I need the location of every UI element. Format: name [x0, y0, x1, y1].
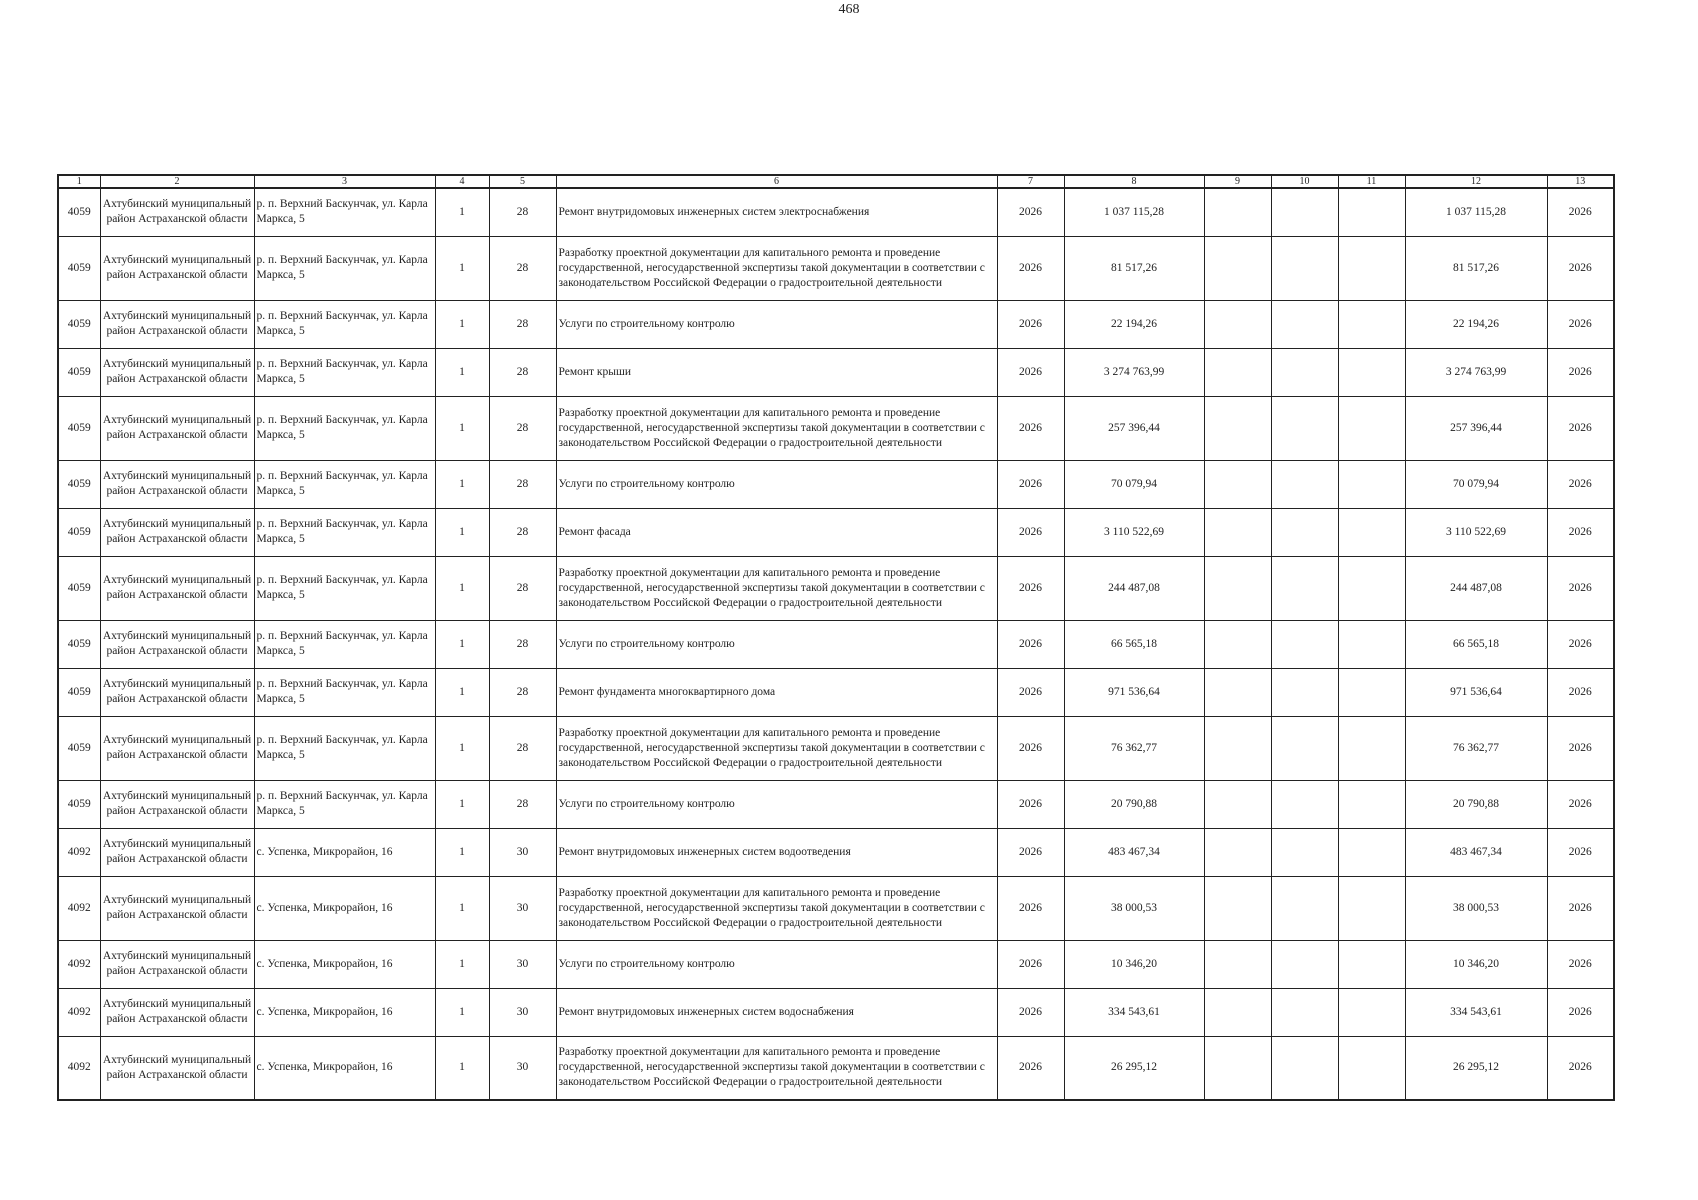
- cost-cell: 10 346,20: [1064, 940, 1204, 988]
- district-cell: Ахтубинский муниципальный район Астраханской области: [100, 780, 254, 828]
- year-cell: 2026: [997, 236, 1064, 300]
- col-11-cell: [1338, 668, 1405, 716]
- cost-cell: 3 110 522,69: [1064, 508, 1204, 556]
- col-11-cell: [1338, 396, 1405, 460]
- table-row: [58, 508, 1614, 556]
- col-11-cell: [1338, 620, 1405, 668]
- col-10-cell: [1271, 508, 1338, 556]
- col-9-cell: [1204, 300, 1271, 348]
- year-cell: 2026: [997, 668, 1064, 716]
- table-row: [58, 300, 1614, 348]
- col-10-cell: [1271, 828, 1338, 876]
- col-11-cell: [1338, 508, 1405, 556]
- completion-year-cell: 2026: [1547, 1036, 1614, 1100]
- cost-total-cell: 70 079,94: [1405, 460, 1547, 508]
- cost-cell: 1 037 115,28: [1064, 188, 1204, 236]
- cost-total-cell: 10 346,20: [1405, 940, 1547, 988]
- col-4-cell: 1: [435, 236, 489, 300]
- address-cell: с. Успенка, Микрорайон, 16: [254, 1036, 435, 1100]
- col-11-cell: [1338, 188, 1405, 236]
- column-number-7: 7: [997, 175, 1064, 188]
- cost-total-cell: 38 000,53: [1405, 876, 1547, 940]
- work-type-cell: Ремонт внутридомовых инженерных систем водоотведения: [556, 828, 997, 876]
- address-cell: с. Успенка, Микрорайон, 16: [254, 876, 435, 940]
- cost-total-cell: 334 543,61: [1405, 988, 1547, 1036]
- year-cell: 2026: [997, 188, 1064, 236]
- table-body: [58, 188, 1614, 1100]
- col-11-cell: [1338, 348, 1405, 396]
- work-type-cell: Услуги по строительному контролю: [556, 780, 997, 828]
- column-number-3: 3: [254, 175, 435, 188]
- record-id-cell: 4092: [58, 876, 100, 940]
- work-type-cell: Услуги по строительному контролю: [556, 620, 997, 668]
- col-10-cell: [1271, 188, 1338, 236]
- district-cell: Ахтубинский муниципальный район Астраханской области: [100, 348, 254, 396]
- col-5-cell: 28: [489, 508, 556, 556]
- col-9-cell: [1204, 348, 1271, 396]
- record-id-cell: 4059: [58, 236, 100, 300]
- cost-total-cell: 483 467,34: [1405, 828, 1547, 876]
- col-11-cell: [1338, 716, 1405, 780]
- col-11-cell: [1338, 988, 1405, 1036]
- col-11-cell: [1338, 828, 1405, 876]
- record-id-cell: 4059: [58, 300, 100, 348]
- cost-total-cell: 26 295,12: [1405, 1036, 1547, 1100]
- col-9-cell: [1204, 668, 1271, 716]
- work-type-cell: Разработку проектной документации для капитального ремонта и проведение государственной, негосударственной экспертизы такой документации в соответствии с законодательством Российской Федерации о градостроительной деятельности: [556, 396, 997, 460]
- work-type-cell: Разработку проектной документации для капитального ремонта и проведение государственной, негосударственной экспертизы такой документации в соответствии с законодательством Российской Федерации о градостроительной деятельности: [556, 556, 997, 620]
- col-9-cell: [1204, 716, 1271, 780]
- table-row: [58, 460, 1614, 508]
- district-cell: Ахтубинский муниципальный район Астраханской области: [100, 828, 254, 876]
- col-10-cell: [1271, 940, 1338, 988]
- year-cell: 2026: [997, 1036, 1064, 1100]
- address-cell: р. п. Верхний Баскунчак, ул. Карла Маркса, 5: [254, 668, 435, 716]
- col-4-cell: 1: [435, 620, 489, 668]
- col-4-cell: 1: [435, 460, 489, 508]
- district-cell: Ахтубинский муниципальный район Астраханской области: [100, 236, 254, 300]
- column-number-1: 1: [58, 175, 100, 188]
- year-cell: 2026: [997, 460, 1064, 508]
- col-5-cell: 28: [489, 396, 556, 460]
- col-11-cell: [1338, 940, 1405, 988]
- table-row: [58, 396, 1614, 460]
- cost-cell: 70 079,94: [1064, 460, 1204, 508]
- work-type-cell: Разработку проектной документации для капитального ремонта и проведение государственной, негосударственной экспертизы такой документации в соответствии с законодательством Российской Федерации о градостроительной деятельности: [556, 876, 997, 940]
- col-11-cell: [1338, 236, 1405, 300]
- record-id-cell: 4059: [58, 556, 100, 620]
- cost-cell: 81 517,26: [1064, 236, 1204, 300]
- work-type-cell: Ремонт крыши: [556, 348, 997, 396]
- address-cell: р. п. Верхний Баскунчак, ул. Карла Маркса, 5: [254, 348, 435, 396]
- table-row: [58, 940, 1614, 988]
- cost-cell: 244 487,08: [1064, 556, 1204, 620]
- completion-year-cell: 2026: [1547, 780, 1614, 828]
- address-cell: с. Успенка, Микрорайон, 16: [254, 828, 435, 876]
- work-type-cell: Ремонт фасада: [556, 508, 997, 556]
- record-id-cell: 4059: [58, 460, 100, 508]
- col-4-cell: 1: [435, 828, 489, 876]
- col-10-cell: [1271, 780, 1338, 828]
- col-10-cell: [1271, 988, 1338, 1036]
- record-id-cell: 4059: [58, 508, 100, 556]
- col-10-cell: [1271, 300, 1338, 348]
- district-cell: Ахтубинский муниципальный район Астраханской области: [100, 1036, 254, 1100]
- work-type-cell: Услуги по строительному контролю: [556, 460, 997, 508]
- col-9-cell: [1204, 556, 1271, 620]
- table-row: [58, 556, 1614, 620]
- table-row: [58, 348, 1614, 396]
- address-cell: р. п. Верхний Баскунчак, ул. Карла Маркса, 5: [254, 620, 435, 668]
- cost-cell: 38 000,53: [1064, 876, 1204, 940]
- col-11-cell: [1338, 460, 1405, 508]
- col-9-cell: [1204, 876, 1271, 940]
- col-9-cell: [1204, 780, 1271, 828]
- district-cell: Ахтубинский муниципальный район Астраханской области: [100, 876, 254, 940]
- table-row: [58, 828, 1614, 876]
- cost-total-cell: 971 536,64: [1405, 668, 1547, 716]
- work-type-cell: Ремонт внутридомовых инженерных систем электроснабжения: [556, 188, 997, 236]
- address-cell: р. п. Верхний Баскунчак, ул. Карла Маркса, 5: [254, 508, 435, 556]
- col-9-cell: [1204, 940, 1271, 988]
- address-cell: р. п. Верхний Баскунчак, ул. Карла Маркса, 5: [254, 188, 435, 236]
- record-id-cell: 4092: [58, 828, 100, 876]
- column-number-13: 13: [1547, 175, 1614, 188]
- col-4-cell: 1: [435, 1036, 489, 1100]
- address-cell: р. п. Верхний Баскунчак, ул. Карла Маркса, 5: [254, 236, 435, 300]
- record-id-cell: 4092: [58, 988, 100, 1036]
- cost-cell: 22 194,26: [1064, 300, 1204, 348]
- year-cell: 2026: [997, 396, 1064, 460]
- record-id-cell: 4059: [58, 188, 100, 236]
- col-9-cell: [1204, 828, 1271, 876]
- col-10-cell: [1271, 348, 1338, 396]
- completion-year-cell: 2026: [1547, 300, 1614, 348]
- work-type-cell: Ремонт внутридомовых инженерных систем водоснабжения: [556, 988, 997, 1036]
- table-row: [58, 1036, 1614, 1100]
- col-4-cell: 1: [435, 988, 489, 1036]
- col-9-cell: [1204, 988, 1271, 1036]
- year-cell: 2026: [997, 940, 1064, 988]
- year-cell: 2026: [997, 508, 1064, 556]
- col-5-cell: 30: [489, 988, 556, 1036]
- col-10-cell: [1271, 236, 1338, 300]
- column-number-8: 8: [1064, 175, 1204, 188]
- cost-cell: 20 790,88: [1064, 780, 1204, 828]
- table-header: [58, 175, 1614, 188]
- col-10-cell: [1271, 620, 1338, 668]
- col-5-cell: 28: [489, 556, 556, 620]
- cost-cell: 971 536,64: [1064, 668, 1204, 716]
- address-cell: с. Успенка, Микрорайон, 16: [254, 988, 435, 1036]
- col-11-cell: [1338, 556, 1405, 620]
- capital-repair-table: [57, 174, 1615, 1101]
- cost-total-cell: 257 396,44: [1405, 396, 1547, 460]
- record-id-cell: 4059: [58, 716, 100, 780]
- table-row: [58, 620, 1614, 668]
- cost-total-cell: 22 194,26: [1405, 300, 1547, 348]
- column-number-11: 11: [1338, 175, 1405, 188]
- district-cell: Ахтубинский муниципальный район Астраханской области: [100, 556, 254, 620]
- year-cell: 2026: [997, 988, 1064, 1036]
- work-type-cell: Разработку проектной документации для капитального ремонта и проведение государственной, негосударственной экспертизы такой документации в соответствии с законодательством Российской Федерации о градостроительной деятельности: [556, 236, 997, 300]
- cost-cell: 334 543,61: [1064, 988, 1204, 1036]
- district-cell: Ахтубинский муниципальный район Астраханской области: [100, 396, 254, 460]
- address-cell: с. Успенка, Микрорайон, 16: [254, 940, 435, 988]
- column-number-row: [58, 175, 1614, 188]
- col-5-cell: 30: [489, 1036, 556, 1100]
- col-5-cell: 28: [489, 348, 556, 396]
- cost-total-cell: 81 517,26: [1405, 236, 1547, 300]
- cost-total-cell: 76 362,77: [1405, 716, 1547, 780]
- col-5-cell: 30: [489, 876, 556, 940]
- cost-total-cell: 1 037 115,28: [1405, 188, 1547, 236]
- address-cell: р. п. Верхний Баскунчак, ул. Карла Маркса, 5: [254, 556, 435, 620]
- col-9-cell: [1204, 460, 1271, 508]
- col-5-cell: 28: [489, 668, 556, 716]
- work-type-cell: Услуги по строительному контролю: [556, 300, 997, 348]
- col-4-cell: 1: [435, 668, 489, 716]
- col-10-cell: [1271, 396, 1338, 460]
- completion-year-cell: 2026: [1547, 460, 1614, 508]
- table-row: [58, 876, 1614, 940]
- col-10-cell: [1271, 668, 1338, 716]
- district-cell: Ахтубинский муниципальный район Астраханской области: [100, 508, 254, 556]
- address-cell: р. п. Верхний Баскунчак, ул. Карла Маркса, 5: [254, 396, 435, 460]
- col-10-cell: [1271, 876, 1338, 940]
- completion-year-cell: 2026: [1547, 236, 1614, 300]
- district-cell: Ахтубинский муниципальный район Астраханской области: [100, 668, 254, 716]
- column-number-12: 12: [1405, 175, 1547, 188]
- completion-year-cell: 2026: [1547, 396, 1614, 460]
- cost-cell: 76 362,77: [1064, 716, 1204, 780]
- col-5-cell: 28: [489, 236, 556, 300]
- completion-year-cell: 2026: [1547, 188, 1614, 236]
- col-5-cell: 28: [489, 460, 556, 508]
- col-5-cell: 28: [489, 188, 556, 236]
- year-cell: 2026: [997, 828, 1064, 876]
- year-cell: 2026: [997, 876, 1064, 940]
- col-9-cell: [1204, 396, 1271, 460]
- work-type-cell: Разработку проектной документации для капитального ремонта и проведение государственной, негосударственной экспертизы такой документации в соответствии с законодательством Российской Федерации о градостроительной деятельности: [556, 716, 997, 780]
- col-9-cell: [1204, 508, 1271, 556]
- col-11-cell: [1338, 876, 1405, 940]
- col-4-cell: 1: [435, 780, 489, 828]
- cost-total-cell: 20 790,88: [1405, 780, 1547, 828]
- col-11-cell: [1338, 1036, 1405, 1100]
- column-number-2: 2: [100, 175, 254, 188]
- col-5-cell: 30: [489, 828, 556, 876]
- col-10-cell: [1271, 1036, 1338, 1100]
- year-cell: 2026: [997, 348, 1064, 396]
- address-cell: р. п. Верхний Баскунчак, ул. Карла Маркса, 5: [254, 780, 435, 828]
- table-row: [58, 188, 1614, 236]
- col-5-cell: 30: [489, 940, 556, 988]
- column-number-9: 9: [1204, 175, 1271, 188]
- col-9-cell: [1204, 620, 1271, 668]
- col-9-cell: [1204, 236, 1271, 300]
- record-id-cell: 4059: [58, 620, 100, 668]
- col-4-cell: 1: [435, 348, 489, 396]
- completion-year-cell: 2026: [1547, 556, 1614, 620]
- record-id-cell: 4059: [58, 780, 100, 828]
- table-row: [58, 236, 1614, 300]
- cost-cell: 3 274 763,99: [1064, 348, 1204, 396]
- col-4-cell: 1: [435, 300, 489, 348]
- cost-cell: 26 295,12: [1064, 1036, 1204, 1100]
- table-row: [58, 668, 1614, 716]
- col-9-cell: [1204, 188, 1271, 236]
- district-cell: Ахтубинский муниципальный район Астраханской области: [100, 716, 254, 780]
- cost-cell: 257 396,44: [1064, 396, 1204, 460]
- completion-year-cell: 2026: [1547, 508, 1614, 556]
- completion-year-cell: 2026: [1547, 988, 1614, 1036]
- col-5-cell: 28: [489, 716, 556, 780]
- address-cell: р. п. Верхний Баскунчак, ул. Карла Маркса, 5: [254, 460, 435, 508]
- district-cell: Ахтубинский муниципальный район Астраханской области: [100, 188, 254, 236]
- col-4-cell: 1: [435, 188, 489, 236]
- record-id-cell: 4092: [58, 1036, 100, 1100]
- col-11-cell: [1338, 780, 1405, 828]
- year-cell: 2026: [997, 300, 1064, 348]
- col-4-cell: 1: [435, 716, 489, 780]
- completion-year-cell: 2026: [1547, 828, 1614, 876]
- table-row: [58, 716, 1614, 780]
- col-4-cell: 1: [435, 876, 489, 940]
- district-cell: Ахтубинский муниципальный район Астраханской области: [100, 620, 254, 668]
- col-10-cell: [1271, 460, 1338, 508]
- district-cell: Ахтубинский муниципальный район Астраханской области: [100, 300, 254, 348]
- completion-year-cell: 2026: [1547, 348, 1614, 396]
- district-cell: Ахтубинский муниципальный район Астраханской области: [100, 460, 254, 508]
- cost-cell: 483 467,34: [1064, 828, 1204, 876]
- record-id-cell: 4092: [58, 940, 100, 988]
- completion-year-cell: 2026: [1547, 940, 1614, 988]
- col-4-cell: 1: [435, 940, 489, 988]
- cost-total-cell: 3 110 522,69: [1405, 508, 1547, 556]
- year-cell: 2026: [997, 716, 1064, 780]
- col-10-cell: [1271, 716, 1338, 780]
- column-number-5: 5: [489, 175, 556, 188]
- work-type-cell: Ремонт фундамента многоквартирного дома: [556, 668, 997, 716]
- column-number-4: 4: [435, 175, 489, 188]
- record-id-cell: 4059: [58, 668, 100, 716]
- column-number-10: 10: [1271, 175, 1338, 188]
- record-id-cell: 4059: [58, 348, 100, 396]
- table-row: [58, 780, 1614, 828]
- column-number-6: 6: [556, 175, 997, 188]
- col-10-cell: [1271, 556, 1338, 620]
- cost-cell: 66 565,18: [1064, 620, 1204, 668]
- page-number: 468: [838, 2, 860, 17]
- work-type-cell: Услуги по строительному контролю: [556, 940, 997, 988]
- cost-total-cell: 3 274 763,99: [1405, 348, 1547, 396]
- col-9-cell: [1204, 1036, 1271, 1100]
- district-cell: Ахтубинский муниципальный район Астраханской области: [100, 988, 254, 1036]
- col-5-cell: 28: [489, 780, 556, 828]
- completion-year-cell: 2026: [1547, 668, 1614, 716]
- cost-total-cell: 66 565,18: [1405, 620, 1547, 668]
- completion-year-cell: 2026: [1547, 620, 1614, 668]
- col-5-cell: 28: [489, 300, 556, 348]
- col-4-cell: 1: [435, 396, 489, 460]
- col-4-cell: 1: [435, 508, 489, 556]
- address-cell: р. п. Верхний Баскунчак, ул. Карла Маркса, 5: [254, 300, 435, 348]
- completion-year-cell: 2026: [1547, 716, 1614, 780]
- col-4-cell: 1: [435, 556, 489, 620]
- col-5-cell: 28: [489, 620, 556, 668]
- work-type-cell: Разработку проектной документации для капитального ремонта и проведение государственной, негосударственной экспертизы такой документации в соответствии с законодательством Российской Федерации о градостроительной деятельности: [556, 1036, 997, 1100]
- year-cell: 2026: [997, 620, 1064, 668]
- col-11-cell: [1338, 300, 1405, 348]
- address-cell: р. п. Верхний Баскунчак, ул. Карла Маркса, 5: [254, 716, 435, 780]
- completion-year-cell: 2026: [1547, 876, 1614, 940]
- year-cell: 2026: [997, 780, 1064, 828]
- table-row: [58, 988, 1614, 1036]
- year-cell: 2026: [997, 556, 1064, 620]
- district-cell: Ахтубинский муниципальный район Астраханской области: [100, 940, 254, 988]
- cost-total-cell: 244 487,08: [1405, 556, 1547, 620]
- record-id-cell: 4059: [58, 396, 100, 460]
